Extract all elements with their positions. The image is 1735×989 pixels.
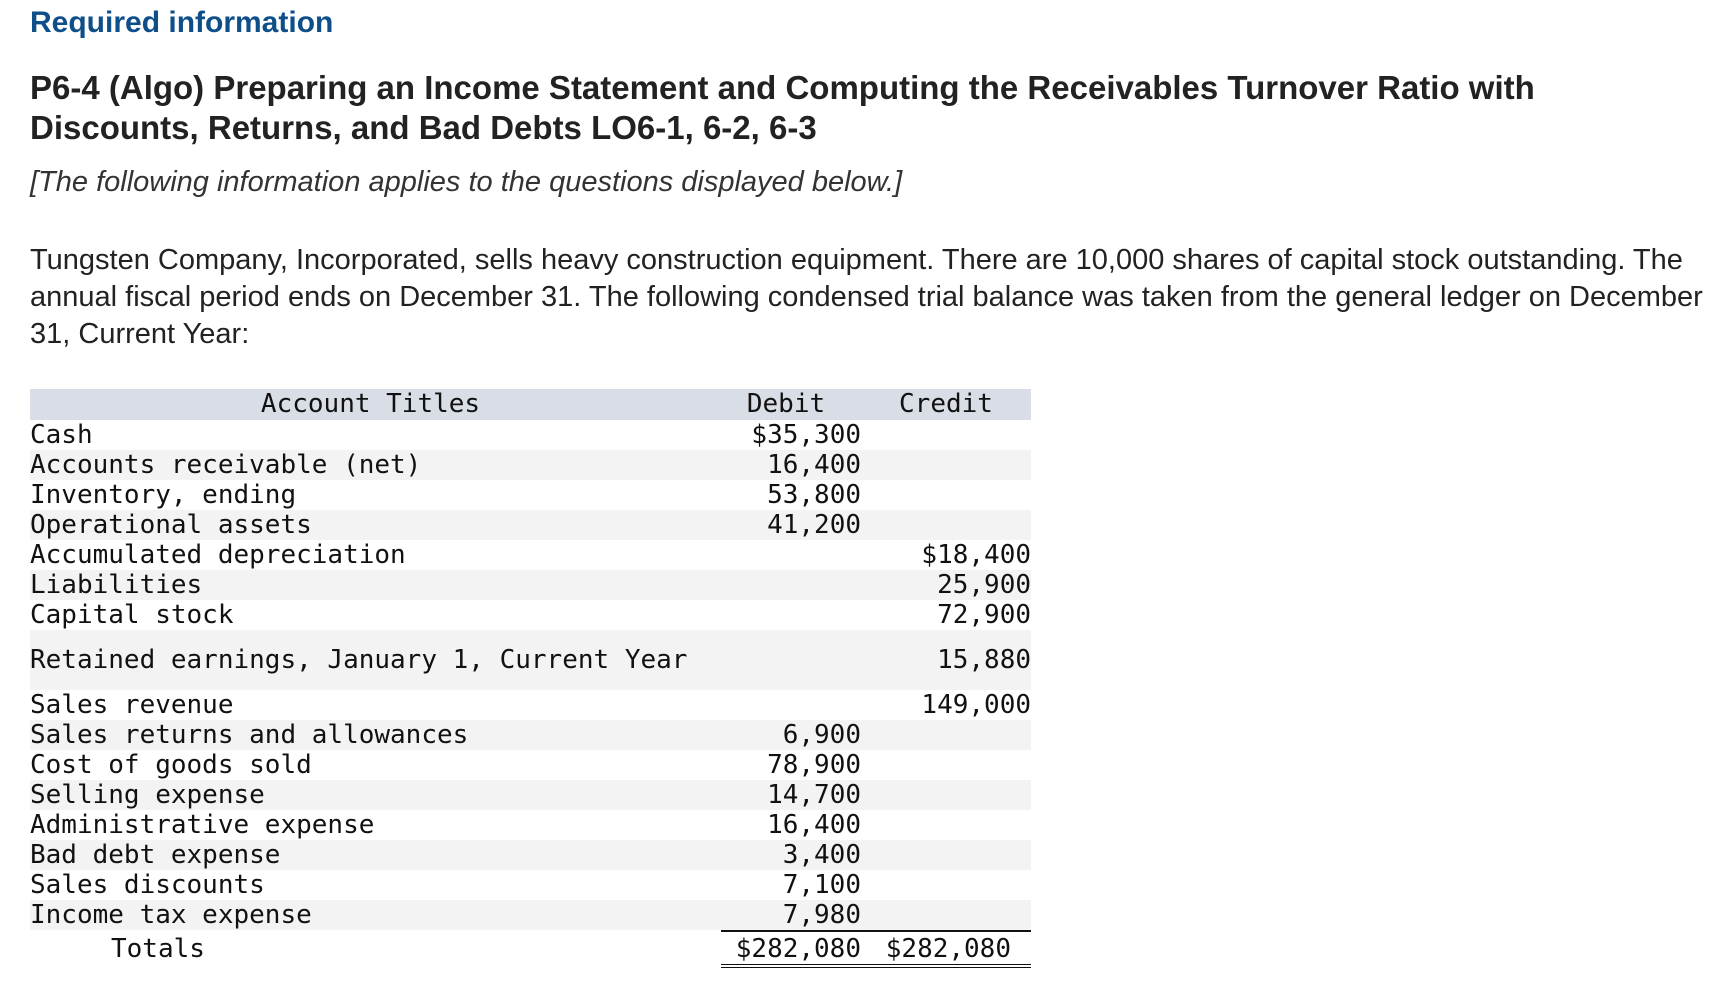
debit-amount: 53,800 xyxy=(767,480,861,510)
table-row xyxy=(30,600,1031,630)
credit-amount: $18,400 xyxy=(921,540,1031,570)
account-title: Capital stock xyxy=(30,600,234,630)
account-title: Operational assets xyxy=(30,510,711,540)
credit-amount: 72,900 xyxy=(937,600,1031,630)
account-title: Sales returns and allowances xyxy=(30,720,711,750)
account-title: Income tax expense xyxy=(30,900,711,930)
debit-amount: 78,900 xyxy=(767,750,861,780)
debit-amount: 6,900 xyxy=(711,720,861,750)
debit-amount xyxy=(711,570,861,600)
account-title: Selling expense xyxy=(30,780,711,810)
credit-amount xyxy=(861,420,1031,450)
account-title: Cash xyxy=(30,420,93,450)
account-title: Retained earnings, January 1, Current Year xyxy=(30,630,711,690)
credit-amount xyxy=(861,900,1031,930)
account-title: Sales revenue xyxy=(30,690,234,720)
table-row xyxy=(30,810,1031,840)
credit-amount xyxy=(861,810,1031,840)
table-row xyxy=(30,540,1031,570)
credit-total-cell xyxy=(861,930,1031,968)
problem-description: Tungsten Company, Incorporated, sells heavy construction equipment. There are 10,000 shares of capital stock outstanding. The annual fiscal period ends on December 31. The following condensed trial balance was taken from the general ledger on December 31, Current Year: xyxy=(30,244,1703,350)
totals-label: Totals xyxy=(111,934,205,964)
debit-amount xyxy=(711,630,861,690)
credit-amount xyxy=(861,480,1031,510)
required-information-heading: Required information xyxy=(30,6,334,39)
table-header-row xyxy=(30,389,1031,420)
table-row xyxy=(30,750,1031,780)
problem-header xyxy=(30,0,1710,353)
table-row xyxy=(30,480,1031,510)
credit-amount xyxy=(861,510,1031,540)
debit-amount: 16,400 xyxy=(767,810,861,840)
credit-header: Credit xyxy=(861,389,1031,420)
account-titles-header: Account Titles xyxy=(30,389,711,420)
credit-amount: 15,880 xyxy=(861,630,1031,690)
account-title: Liabilities xyxy=(30,570,711,600)
table-row xyxy=(30,570,1031,600)
debit-amount: 41,200 xyxy=(711,510,861,540)
debit-amount: 3,400 xyxy=(711,840,861,870)
credit-amount xyxy=(861,750,1031,780)
table-row xyxy=(30,870,1031,900)
debit-amount: 14,700 xyxy=(711,780,861,810)
trial-balance-table xyxy=(30,389,1031,968)
credit-total: $282,080 xyxy=(861,930,1031,968)
table-row xyxy=(30,630,1031,690)
table-row xyxy=(30,420,1031,450)
table-row xyxy=(30,900,1031,930)
account-title: Administrative expense xyxy=(30,810,375,840)
credit-amount xyxy=(861,840,1031,870)
debit-amount: 7,980 xyxy=(711,900,861,930)
debit-amount: 16,400 xyxy=(711,450,861,480)
credit-amount xyxy=(861,450,1031,480)
credit-amount xyxy=(861,720,1031,750)
debit-total-cell xyxy=(711,930,861,968)
account-title: Accumulated depreciation xyxy=(30,540,406,570)
account-title: Bad debt expense xyxy=(30,840,711,870)
account-title: Accounts receivable (net) xyxy=(30,450,711,480)
account-title: Inventory, ending xyxy=(30,480,297,510)
debit-amount xyxy=(711,600,861,630)
debit-amount xyxy=(711,540,861,570)
debit-amount xyxy=(711,690,861,720)
account-title: Cost of goods sold xyxy=(30,750,312,780)
debit-amount: $35,300 xyxy=(751,420,861,450)
account-title: Sales discounts xyxy=(30,870,265,900)
credit-amount: 25,900 xyxy=(861,570,1031,600)
table-row xyxy=(30,510,1031,540)
debit-header: Debit xyxy=(711,389,861,420)
problem-title: P6-4 (Algo) Preparing an Income Statement and Computing the Receivables Turnover Ratio with Discounts, Returns, and Bad Debts LO6-1, 6-2, 6-3 xyxy=(30,69,1535,146)
credit-amount xyxy=(861,870,1031,900)
credit-amount xyxy=(861,780,1031,810)
table-row xyxy=(30,840,1031,870)
table-row xyxy=(30,720,1031,750)
totals-row xyxy=(30,930,1031,968)
table-row xyxy=(30,690,1031,720)
debit-amount: 7,100 xyxy=(782,870,861,900)
table-row xyxy=(30,780,1031,810)
instruction-note: [The following information applies to the questions displayed below.] xyxy=(30,166,903,198)
credit-amount: 149,000 xyxy=(921,690,1031,720)
debit-total: $282,080 xyxy=(721,930,861,968)
table-row xyxy=(30,450,1031,480)
